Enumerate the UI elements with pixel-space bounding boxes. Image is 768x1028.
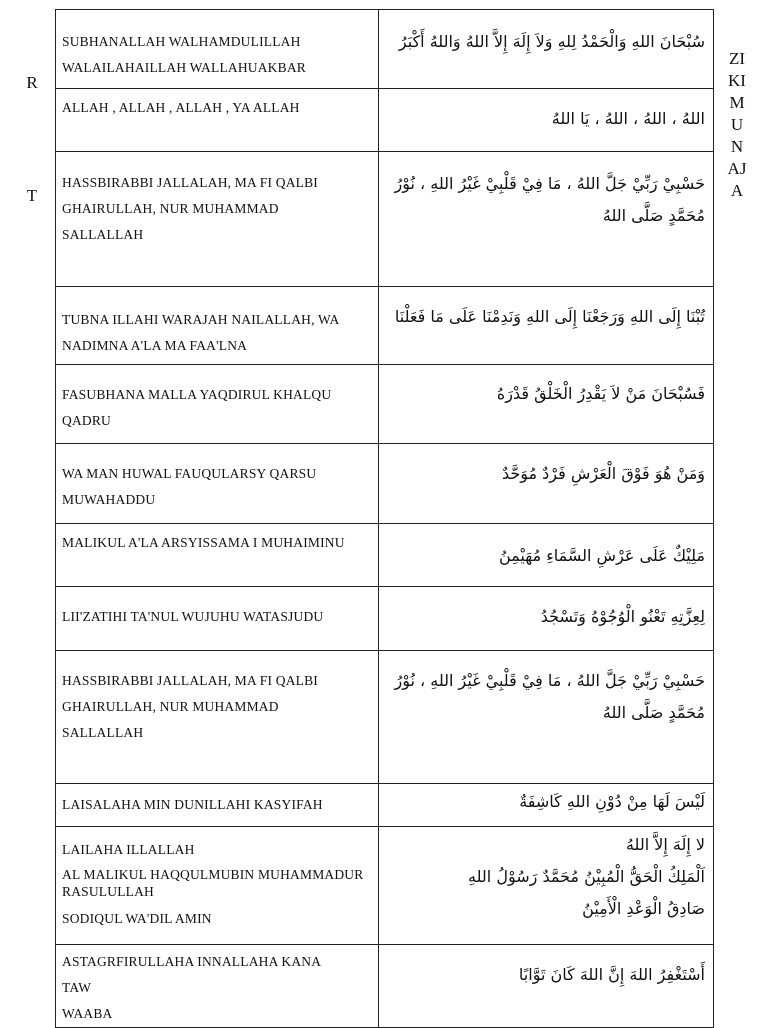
table-row (56, 10, 714, 89)
right-vertical-label (722, 48, 752, 202)
latin-cell (56, 945, 379, 1028)
latin-cell (56, 524, 379, 587)
left-label-r: R (26, 73, 38, 92)
arabic-line: وَمَنْ هُوَ فَوْقَ الْعَرْشِ فَرْدٌ مُوَحَّدٌ (501, 464, 705, 483)
arabic-line: سُبْحَانَ اللهِ وَالْحَمْدُ لِلهِ وَلاَ إِلَهَ إِلاَّ اللهُ وَاللهُ أَكْبَرُ (398, 32, 705, 51)
latin-line: LAILAHA ILLALLAH (62, 842, 195, 857)
arabic-line: لَيْسَ لَهَا مِنْ دُوْنِ اللهِ كَاشِفَةٌ (519, 792, 705, 811)
arabic-cell (379, 651, 714, 784)
table-row (56, 651, 714, 784)
arabic-cell (379, 365, 714, 444)
latin-line: SODIQUL WA'DIL AMIN (62, 911, 212, 926)
right-label-line: AJ (727, 159, 747, 178)
arabic-line: حَسْبِيْ رَبِّيْ جَلَّ اللهُ ، مَا فِيْ قَلْبِيْ غَيْرُ اللهِ ، نُوْرُ (394, 174, 705, 193)
latin-line: HASSBIRABBI JALLALAH, MA FI QALBI (62, 673, 318, 688)
arabic-cell (379, 444, 714, 524)
arabic-line: لِعِزَّتِهِ تَعْنُو الْوُجُوْهُ وَتَسْجُدُ (540, 607, 705, 626)
arabic-line: مُحَمَّدٍ صَلَّى اللهُ (602, 206, 705, 225)
latin-cell (56, 651, 379, 784)
arabic-line: لا إِلَهَ إِلاَّ اللهُ (625, 835, 705, 854)
latin-cell (56, 444, 379, 524)
latin-line: TUBNA ILLAHI WARAJAH NAILALLAH, WA (62, 312, 340, 327)
table-row (56, 827, 714, 945)
latin-line: WAABA (62, 1006, 113, 1021)
latin-line: ALLAH , ALLAH , ALLAH , YA ALLAH (62, 100, 300, 115)
right-label-line: M (729, 93, 745, 112)
latin-line: ASTAGRFIRULLAHA INNALLAHA KANA (62, 954, 322, 969)
arabic-cell (379, 524, 714, 587)
zikir-table (55, 9, 714, 1028)
arabic-line: اللهُ ، اللهُ ، اللهُ ، يَا اللهُ (551, 109, 705, 128)
arabic-cell (379, 784, 714, 827)
arabic-cell (379, 827, 714, 945)
table-row (56, 945, 714, 1028)
arabic-line: مَلِيْكٌ عَلَى عَرْشِ السَّمَاءِ مُهَيْمِنُ (498, 546, 705, 565)
arabic-line: مُحَمَّدٍ صَلَّى اللهُ (602, 703, 705, 722)
arabic-cell (379, 10, 714, 89)
latin-cell (56, 587, 379, 651)
latin-line: TAW (62, 980, 92, 995)
latin-line: WALAILAHAILLAH WALLAHUAKBAR (62, 60, 306, 75)
left-label-t: T (26, 186, 38, 205)
latin-line: LII'ZATIHI TA'NUL WUJUHU WATASJUDU (62, 609, 324, 624)
table-row (56, 524, 714, 587)
latin-line: MUWAHADDU (62, 492, 156, 507)
table-row (56, 89, 714, 152)
latin-line: LAISALAHA MIN DUNILLAHI KASYIFAH (62, 797, 323, 812)
latin-line: FASUBHANA MALLA YAQDIRUL KHALQU (62, 387, 332, 402)
right-label-line: ZI (728, 49, 746, 68)
table-row (56, 444, 714, 524)
table-row (56, 152, 714, 287)
latin-cell (56, 827, 379, 945)
table-row (56, 587, 714, 651)
latin-cell (56, 287, 379, 365)
right-label-line: N (730, 137, 744, 156)
table-row (56, 365, 714, 444)
arabic-line: فَسُبْحَانَ مَنْ لاَ يَقْدِرُ الْخَلْقُ قَدْرَهُ (496, 384, 705, 403)
arabic-line: اَلْمَلِكُ الْحَقُّ الْمُبِيْنُ مُحَمَّدٌ رَسُوْلُ اللهِ (468, 867, 705, 886)
latin-line: SUBHANALLAH WALHAMDULILLAH (62, 34, 301, 49)
arabic-line: أَسْتَغْفِرُ اللهَ إِنَّ اللهَ كَانَ تَوَّابًا (518, 965, 705, 984)
latin-line: HASSBIRABBI JALLALAH, MA FI QALBI (62, 175, 318, 190)
latin-line: SALLALLAH (62, 725, 144, 740)
table-row (56, 784, 714, 827)
latin-line: QADRU (62, 413, 112, 428)
arabic-cell (379, 945, 714, 1028)
latin-line: GHAIRULLAH, NUR MUHAMMAD (62, 699, 279, 714)
latin-line: SALLALLAH (62, 227, 144, 242)
arabic-cell (379, 152, 714, 287)
table-row (56, 287, 714, 365)
arabic-cell (379, 287, 714, 365)
latin-cell (56, 10, 379, 89)
arabic-line: حَسْبِيْ رَبِّيْ جَلَّ اللهُ ، مَا فِيْ قَلْبِيْ غَيْرُ اللهِ ، نُوْرُ (394, 671, 705, 690)
latin-line: GHAIRULLAH, NUR MUHAMMAD (62, 201, 279, 216)
latin-cell (56, 784, 379, 827)
latin-cell (56, 89, 379, 152)
arabic-line: تُبْنَا إِلَى اللهِ وَرَجَعْنَا إِلَى اللهِ وَنَدِمْنَا عَلَى مَا فَعَلْنَا (394, 307, 705, 326)
arabic-cell (379, 89, 714, 152)
latin-line: AL MALIKUL HAQQULMUBIN MUHAMMADUR RASULULLAH (62, 867, 364, 899)
arabic-cell (379, 587, 714, 651)
latin-cell (56, 365, 379, 444)
latin-line: NADIMNA A'LA MA FAA'LNA (62, 338, 248, 353)
latin-line: MALIKUL A'LA ARSYISSAMA I MUHAIMINU (62, 535, 345, 550)
right-label-line: A (730, 181, 744, 200)
right-label-line: KI (728, 71, 746, 90)
arabic-line: صَادِقُ الْوَعْدِ الْأَمِيْنُ (582, 899, 705, 918)
latin-line: WA MAN HUWAL FAUQULARSY QARSU (62, 466, 317, 481)
latin-cell (56, 152, 379, 287)
right-label-line: U (730, 115, 744, 134)
